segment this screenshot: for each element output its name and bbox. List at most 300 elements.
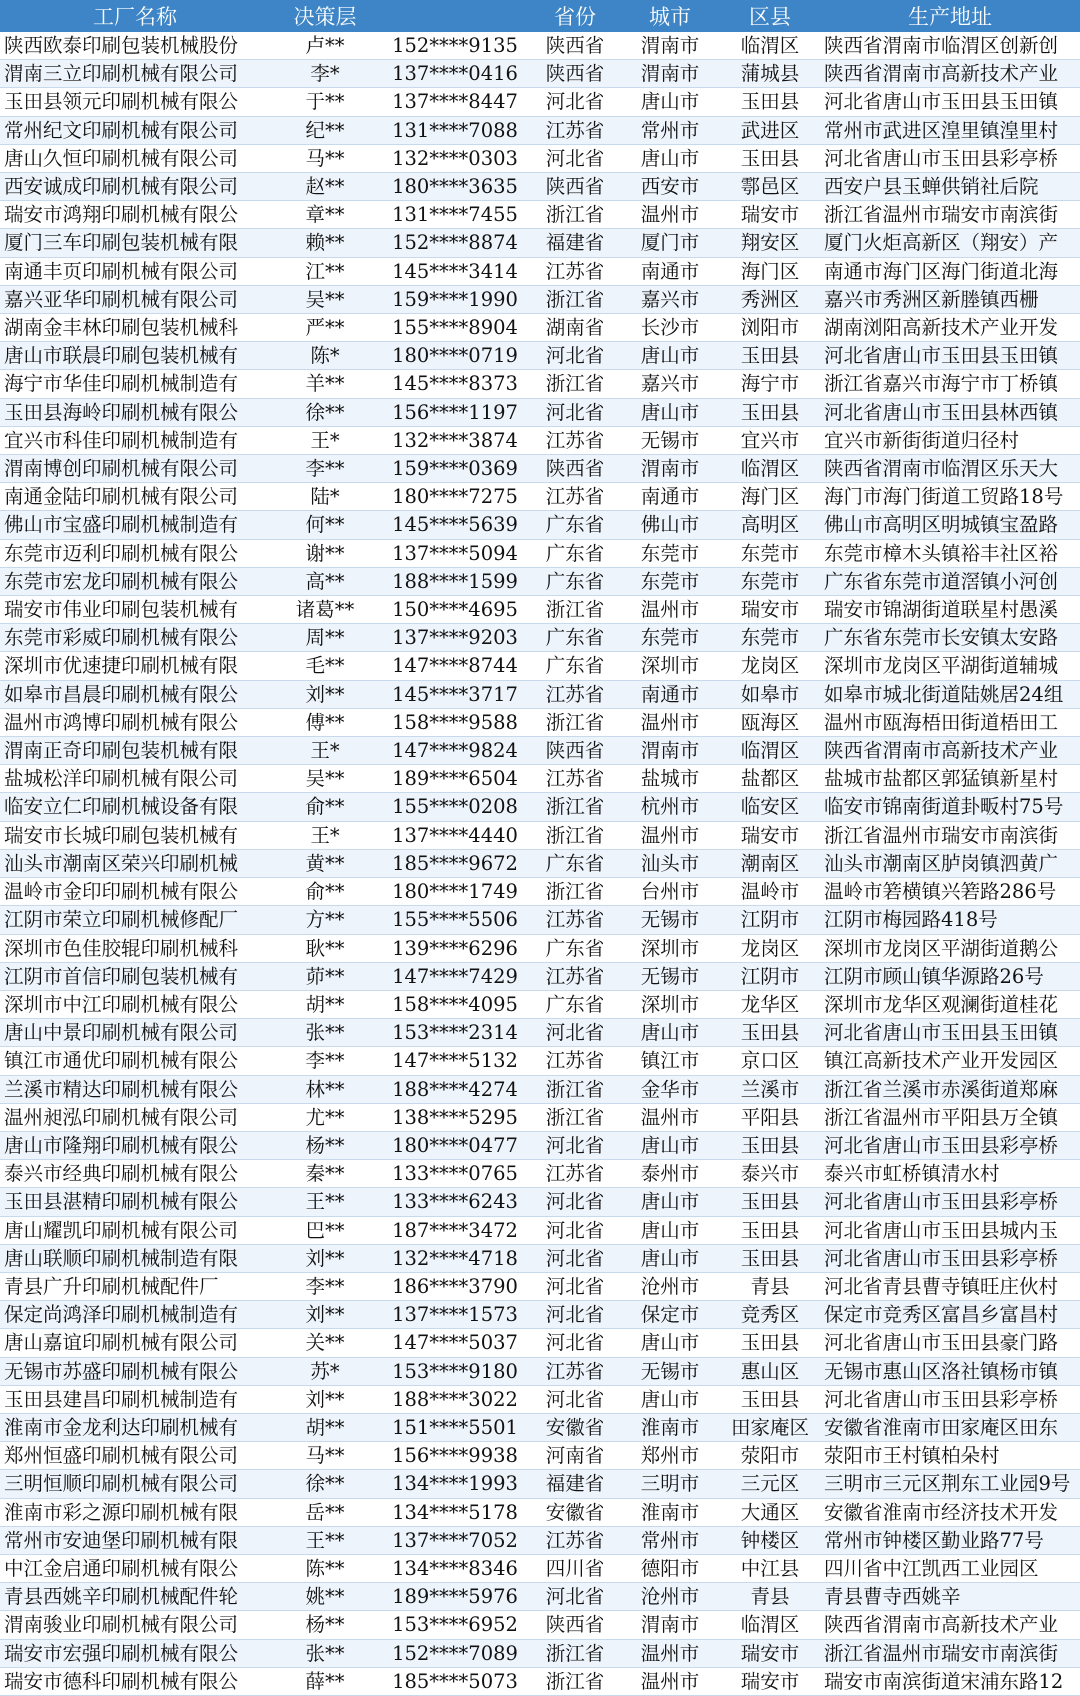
address-cell: 温岭市箬横镇兴箬路286号 — [820, 878, 1080, 906]
factory-name-cell: 渭南博创印刷机械有限公司 — [0, 455, 270, 483]
factory-name-cell: 南通金陆印刷机械有限公司 — [0, 483, 270, 511]
address-cell: 汕头市潮南区胪岗镇泗黄广 — [820, 849, 1080, 877]
province-cell: 浙江省 — [530, 1103, 620, 1131]
decision-maker-cell: 耿** — [270, 934, 380, 962]
table-row — [0, 596, 1080, 624]
province-cell: 河北省 — [530, 1329, 620, 1357]
decision-maker-cell: 陈** — [270, 1554, 380, 1582]
decision-maker-cell: 尤** — [270, 1103, 380, 1131]
address-cell: 常州市钟楼区勤业路77号 — [820, 1526, 1080, 1554]
province-cell: 江苏省 — [530, 426, 620, 454]
phone-cell: 153****6952 — [380, 1611, 530, 1639]
district-cell: 玉田县 — [720, 1244, 820, 1272]
factory-name-cell: 玉田县建昌印刷机械制造有 — [0, 1385, 270, 1413]
city-cell: 汕头市 — [620, 849, 720, 877]
city-cell: 深圳市 — [620, 934, 720, 962]
decision-maker-cell: 谢** — [270, 539, 380, 567]
phone-cell: 137****0416 — [380, 60, 530, 88]
factory-name-cell: 江阴市首信印刷包装机械有 — [0, 962, 270, 990]
col-header-factory-name: 工厂名称 — [0, 0, 270, 32]
factory-name-cell: 深圳市优速捷印刷机械有限 — [0, 652, 270, 680]
city-cell: 渭南市 — [620, 455, 720, 483]
district-cell: 钟楼区 — [720, 1526, 820, 1554]
city-cell: 德阳市 — [620, 1554, 720, 1582]
table-row — [0, 1329, 1080, 1357]
factory-name-cell: 汕头市潮南区荣兴印刷机械 — [0, 849, 270, 877]
decision-maker-cell: 岳** — [270, 1498, 380, 1526]
table-row — [0, 906, 1080, 934]
province-cell: 河北省 — [530, 342, 620, 370]
address-cell: 盐城市盐都区郭猛镇新星村 — [820, 765, 1080, 793]
district-cell: 玉田县 — [720, 1188, 820, 1216]
factory-name-cell: 海宁市华佳印刷机械制造有 — [0, 370, 270, 398]
factory-name-cell: 江阴市荣立印刷机械修配厂 — [0, 906, 270, 934]
province-cell: 河南省 — [530, 1442, 620, 1470]
table-row — [0, 680, 1080, 708]
city-cell: 金华市 — [620, 1075, 720, 1103]
factory-name-cell: 淮南市彩之源印刷机械有限 — [0, 1498, 270, 1526]
city-cell: 无锡市 — [620, 906, 720, 934]
province-cell: 江苏省 — [530, 1526, 620, 1554]
factory-name-cell: 佛山市宝盛印刷机械制造有 — [0, 511, 270, 539]
factory-name-cell: 深圳市中江印刷机械有限公 — [0, 990, 270, 1018]
city-cell: 渭南市 — [620, 32, 720, 60]
district-cell: 高明区 — [720, 511, 820, 539]
city-cell: 杭州市 — [620, 793, 720, 821]
table-row — [0, 483, 1080, 511]
province-cell: 江苏省 — [530, 765, 620, 793]
col-header-province: 省份 — [530, 0, 620, 32]
address-cell: 海门市海门街道工贸路18号 — [820, 483, 1080, 511]
district-cell: 东莞市 — [720, 567, 820, 595]
province-cell: 浙江省 — [530, 878, 620, 906]
address-cell: 无锡市惠山区洛社镇杨市镇 — [820, 1357, 1080, 1385]
district-cell: 竞秀区 — [720, 1301, 820, 1329]
table-row — [0, 849, 1080, 877]
address-cell: 浙江省温州市瑞安市南滨街 — [820, 201, 1080, 229]
phone-cell: 145****3414 — [380, 257, 530, 285]
city-cell: 唐山市 — [620, 1244, 720, 1272]
table-row — [0, 511, 1080, 539]
province-cell: 河北省 — [530, 1188, 620, 1216]
address-cell: 陕西省渭南市临渭区乐天大 — [820, 455, 1080, 483]
province-cell: 广东省 — [530, 990, 620, 1018]
phone-cell: 134****8346 — [380, 1554, 530, 1582]
phone-cell: 155****0208 — [380, 793, 530, 821]
factory-name-cell: 镇江市通优印刷机械有限公 — [0, 1047, 270, 1075]
table-row — [0, 1216, 1080, 1244]
district-cell: 兰溪市 — [720, 1075, 820, 1103]
address-cell: 荥阳市王村镇柏朵村 — [820, 1442, 1080, 1470]
district-cell: 如皋市 — [720, 680, 820, 708]
decision-maker-cell: 高** — [270, 567, 380, 595]
phone-cell: 185****5073 — [380, 1667, 530, 1695]
phone-cell: 147****8744 — [380, 652, 530, 680]
district-cell: 盐都区 — [720, 765, 820, 793]
phone-cell: 147****5037 — [380, 1329, 530, 1357]
province-cell: 陕西省 — [530, 173, 620, 201]
phone-cell: 147****9824 — [380, 737, 530, 765]
table-row — [0, 88, 1080, 116]
city-cell: 渭南市 — [620, 1611, 720, 1639]
city-cell: 沧州市 — [620, 1272, 720, 1300]
province-cell: 浙江省 — [530, 708, 620, 736]
province-cell: 江苏省 — [530, 1047, 620, 1075]
factory-name-cell: 瑞安市长城印刷包装机械有 — [0, 821, 270, 849]
district-cell: 秀洲区 — [720, 285, 820, 313]
city-cell: 唐山市 — [620, 398, 720, 426]
address-cell: 深圳市龙华区观澜街道桂花 — [820, 990, 1080, 1018]
decision-maker-cell: 吴** — [270, 285, 380, 313]
decision-maker-cell: 陈* — [270, 342, 380, 370]
factory-name-cell: 唐山市联晨印刷包装机械有 — [0, 342, 270, 370]
decision-maker-cell: 俞** — [270, 878, 380, 906]
city-cell: 唐山市 — [620, 1329, 720, 1357]
district-cell: 玉田县 — [720, 1385, 820, 1413]
table-row — [0, 1301, 1080, 1329]
decision-maker-cell: 江** — [270, 257, 380, 285]
decision-maker-cell: 胡** — [270, 990, 380, 1018]
address-cell: 河北省唐山市玉田县林西镇 — [820, 398, 1080, 426]
city-cell: 常州市 — [620, 1526, 720, 1554]
district-cell: 鄠邑区 — [720, 173, 820, 201]
address-cell: 安徽省淮南市田家庵区田东 — [820, 1413, 1080, 1441]
decision-maker-cell: 王** — [270, 1188, 380, 1216]
province-cell: 湖南省 — [530, 314, 620, 342]
city-cell: 长沙市 — [620, 314, 720, 342]
phone-cell: 158****4095 — [380, 990, 530, 1018]
table-row — [0, 567, 1080, 595]
table-header — [0, 0, 1080, 32]
address-cell: 江阴市顾山镇华源路26号 — [820, 962, 1080, 990]
table-row — [0, 1047, 1080, 1075]
phone-cell: 137****5094 — [380, 539, 530, 567]
district-cell: 玉田县 — [720, 1329, 820, 1357]
phone-cell: 132****4718 — [380, 1244, 530, 1272]
address-cell: 陕西省渭南市高新技术产业 — [820, 737, 1080, 765]
table-row — [0, 737, 1080, 765]
phone-cell: 180****0477 — [380, 1131, 530, 1159]
city-cell: 台州市 — [620, 878, 720, 906]
address-cell: 河北省青县曹寺镇旺庄伙村 — [820, 1272, 1080, 1300]
district-cell: 瑞安市 — [720, 1667, 820, 1695]
district-cell: 玉田县 — [720, 398, 820, 426]
factory-name-cell: 嘉兴亚华印刷机械有限公司 — [0, 285, 270, 313]
decision-maker-cell: 林** — [270, 1075, 380, 1103]
phone-cell: 133****6243 — [380, 1188, 530, 1216]
decision-maker-cell: 张** — [270, 1639, 380, 1667]
decision-maker-cell: 巴** — [270, 1216, 380, 1244]
district-cell: 海门区 — [720, 257, 820, 285]
table-row — [0, 201, 1080, 229]
address-cell: 青县曹寺西姚辛 — [820, 1583, 1080, 1611]
phone-cell: 145****5639 — [380, 511, 530, 539]
city-cell: 温州市 — [620, 708, 720, 736]
city-cell: 温州市 — [620, 596, 720, 624]
phone-cell: 159****1990 — [380, 285, 530, 313]
factory-name-cell: 瑞安市宏强印刷机械有限公 — [0, 1639, 270, 1667]
decision-maker-cell: 李** — [270, 1272, 380, 1300]
city-cell: 渭南市 — [620, 60, 720, 88]
phone-cell: 138****5295 — [380, 1103, 530, 1131]
table-row — [0, 1103, 1080, 1131]
province-cell: 广东省 — [530, 652, 620, 680]
phone-cell: 187****3472 — [380, 1216, 530, 1244]
phone-cell: 186****3790 — [380, 1272, 530, 1300]
decision-maker-cell: 严** — [270, 314, 380, 342]
address-cell: 西安户县玉蝉供销社后院 — [820, 173, 1080, 201]
province-cell: 安徽省 — [530, 1413, 620, 1441]
province-cell: 河北省 — [530, 1301, 620, 1329]
city-cell: 保定市 — [620, 1301, 720, 1329]
province-cell: 广东省 — [530, 539, 620, 567]
phone-cell: 145****3717 — [380, 680, 530, 708]
district-cell: 江阴市 — [720, 962, 820, 990]
factory-name-cell: 瑞安市德科印刷机械有限公 — [0, 1667, 270, 1695]
address-cell: 瑞安市南滨街道宋浦东路12 — [820, 1667, 1080, 1695]
table-row — [0, 1526, 1080, 1554]
city-cell: 无锡市 — [620, 426, 720, 454]
phone-cell: 133****0765 — [380, 1160, 530, 1188]
district-cell: 中江县 — [720, 1554, 820, 1582]
district-cell: 龙岗区 — [720, 652, 820, 680]
phone-cell: 131****7088 — [380, 116, 530, 144]
table-row — [0, 934, 1080, 962]
province-cell: 浙江省 — [530, 596, 620, 624]
address-cell: 临安市锦南街道卦畈村75号 — [820, 793, 1080, 821]
district-cell: 泰兴市 — [720, 1160, 820, 1188]
factory-name-cell: 瑞安市鸿翔印刷机械有限公 — [0, 201, 270, 229]
decision-maker-cell: 诸葛** — [270, 596, 380, 624]
table-row — [0, 793, 1080, 821]
address-cell: 浙江省嘉兴市海宁市丁桥镇 — [820, 370, 1080, 398]
city-cell: 唐山市 — [620, 1188, 720, 1216]
province-cell: 安徽省 — [530, 1498, 620, 1526]
address-cell: 安徽省淮南市经济技术开发 — [820, 1498, 1080, 1526]
table-row — [0, 821, 1080, 849]
address-cell: 浙江省温州市平阳县万全镇 — [820, 1103, 1080, 1131]
district-cell: 宜兴市 — [720, 426, 820, 454]
table-row — [0, 1188, 1080, 1216]
address-cell: 广东省东莞市长安镇太安路 — [820, 624, 1080, 652]
factory-name-cell: 无锡市苏盛印刷机械有限公 — [0, 1357, 270, 1385]
address-cell: 深圳市龙岗区平湖街道辅城 — [820, 652, 1080, 680]
phone-cell: 189****5976 — [380, 1583, 530, 1611]
district-cell: 东莞市 — [720, 624, 820, 652]
district-cell: 临安区 — [720, 793, 820, 821]
district-cell: 海门区 — [720, 483, 820, 511]
decision-maker-cell: 纪** — [270, 116, 380, 144]
address-cell: 佛山市高明区明城镇宝盈路 — [820, 511, 1080, 539]
address-cell: 嘉兴市秀洲区新塍镇西栅 — [820, 285, 1080, 313]
district-cell: 临渭区 — [720, 455, 820, 483]
table-row — [0, 1075, 1080, 1103]
address-cell: 瑞安市锦湖街道联星村愚溪 — [820, 596, 1080, 624]
decision-maker-cell: 毛** — [270, 652, 380, 680]
phone-cell: 137****8447 — [380, 88, 530, 116]
district-cell: 京口区 — [720, 1047, 820, 1075]
phone-cell: 158****9588 — [380, 708, 530, 736]
decision-maker-cell: 羊** — [270, 370, 380, 398]
province-cell: 浙江省 — [530, 201, 620, 229]
table-row — [0, 455, 1080, 483]
city-cell: 淮南市 — [620, 1413, 720, 1441]
province-cell: 江苏省 — [530, 483, 620, 511]
province-cell: 广东省 — [530, 567, 620, 595]
decision-maker-cell: 赖** — [270, 229, 380, 257]
decision-maker-cell: 王** — [270, 1526, 380, 1554]
table-row — [0, 370, 1080, 398]
factory-name-cell: 青县西姚辛印刷机械配件轮 — [0, 1583, 270, 1611]
phone-cell: 156****9938 — [380, 1442, 530, 1470]
factory-name-cell: 唐山嘉谊印刷机械有限公司 — [0, 1329, 270, 1357]
decision-maker-cell: 茆** — [270, 962, 380, 990]
decision-maker-cell: 于** — [270, 88, 380, 116]
district-cell: 玉田县 — [720, 144, 820, 172]
address-cell: 如皋市城北街道陆姚居24组 — [820, 680, 1080, 708]
table-row — [0, 1470, 1080, 1498]
province-cell: 广东省 — [530, 934, 620, 962]
district-cell: 荥阳市 — [720, 1442, 820, 1470]
province-cell: 河北省 — [530, 398, 620, 426]
phone-cell: 153****2314 — [380, 1019, 530, 1047]
table-row — [0, 1244, 1080, 1272]
address-cell: 河北省唐山市玉田县玉田镇 — [820, 1019, 1080, 1047]
table-row — [0, 285, 1080, 313]
decision-maker-cell: 王* — [270, 737, 380, 765]
decision-maker-cell: 马** — [270, 144, 380, 172]
phone-cell: 159****0369 — [380, 455, 530, 483]
factory-name-cell: 湖南金丰林印刷包装机械科 — [0, 314, 270, 342]
factory-name-cell: 东莞市彩威印刷机械有限公 — [0, 624, 270, 652]
province-cell: 河北省 — [530, 1583, 620, 1611]
district-cell: 龙华区 — [720, 990, 820, 1018]
district-cell: 瑞安市 — [720, 821, 820, 849]
province-cell: 江苏省 — [530, 906, 620, 934]
factory-name-cell: 渭南三立印刷机械有限公司 — [0, 60, 270, 88]
address-cell: 三明市三元区荆东工业园9号 — [820, 1470, 1080, 1498]
factory-name-cell: 西安诚成印刷机械有限公司 — [0, 173, 270, 201]
table-row — [0, 708, 1080, 736]
phone-cell: 185****9672 — [380, 849, 530, 877]
city-cell: 淮南市 — [620, 1498, 720, 1526]
district-cell: 蒲城县 — [720, 60, 820, 88]
district-cell: 玉田县 — [720, 342, 820, 370]
address-cell: 河北省唐山市玉田县玉田镇 — [820, 88, 1080, 116]
decision-maker-cell: 章** — [270, 201, 380, 229]
province-cell: 江苏省 — [530, 1160, 620, 1188]
province-cell: 河北省 — [530, 1019, 620, 1047]
phone-cell: 151****5501 — [380, 1413, 530, 1441]
table-row — [0, 1357, 1080, 1385]
decision-maker-cell: 张** — [270, 1019, 380, 1047]
city-cell: 嘉兴市 — [620, 370, 720, 398]
decision-maker-cell: 苏* — [270, 1357, 380, 1385]
province-cell: 浙江省 — [530, 793, 620, 821]
table-row — [0, 314, 1080, 342]
table-row — [0, 1639, 1080, 1667]
district-cell: 玉田县 — [720, 88, 820, 116]
district-cell: 临渭区 — [720, 737, 820, 765]
col-header-district: 区县 — [720, 0, 820, 32]
phone-cell: 131****7455 — [380, 201, 530, 229]
district-cell: 东莞市 — [720, 539, 820, 567]
district-cell: 瑞安市 — [720, 201, 820, 229]
phone-cell: 153****9180 — [380, 1357, 530, 1385]
factory-name-cell: 温州昶泓印刷机械有限公司 — [0, 1103, 270, 1131]
city-cell: 西安市 — [620, 173, 720, 201]
phone-cell: 147****5132 — [380, 1047, 530, 1075]
phone-cell: 145****8373 — [380, 370, 530, 398]
province-cell: 陕西省 — [530, 1611, 620, 1639]
factory-name-cell: 玉田县领元印刷机械有限公 — [0, 88, 270, 116]
city-cell: 佛山市 — [620, 511, 720, 539]
table-row — [0, 1272, 1080, 1300]
address-cell: 镇江高新技术产业开发园区 — [820, 1047, 1080, 1075]
city-cell: 常州市 — [620, 116, 720, 144]
table-row — [0, 539, 1080, 567]
province-cell: 江苏省 — [530, 680, 620, 708]
phone-cell: 137****7052 — [380, 1526, 530, 1554]
factory-name-cell: 渭南骏业印刷机械有限公司 — [0, 1611, 270, 1639]
city-cell: 温州市 — [620, 1639, 720, 1667]
factory-name-cell: 泰兴市经典印刷机械有限公 — [0, 1160, 270, 1188]
district-cell: 玉田县 — [720, 1131, 820, 1159]
province-cell: 江苏省 — [530, 1357, 620, 1385]
table-row — [0, 342, 1080, 370]
district-cell: 温岭市 — [720, 878, 820, 906]
address-cell: 河北省唐山市玉田县彩亭桥 — [820, 1188, 1080, 1216]
address-cell: 陕西省渭南市临渭区创新创 — [820, 32, 1080, 60]
decision-maker-cell: 刘** — [270, 1301, 380, 1329]
province-cell: 陕西省 — [530, 60, 620, 88]
decision-maker-cell: 姚** — [270, 1583, 380, 1611]
province-cell: 河北省 — [530, 1272, 620, 1300]
decision-maker-cell: 薛** — [270, 1667, 380, 1695]
address-cell: 温州市瓯海梧田街道梧田工 — [820, 708, 1080, 736]
address-cell: 河北省唐山市玉田县豪门路 — [820, 1329, 1080, 1357]
phone-cell: 132****3874 — [380, 426, 530, 454]
phone-cell: 134****1993 — [380, 1470, 530, 1498]
table-row — [0, 144, 1080, 172]
factory-name-cell: 如皋市昌晨印刷机械有限公 — [0, 680, 270, 708]
district-cell: 翔安区 — [720, 229, 820, 257]
decision-maker-cell: 刘** — [270, 1244, 380, 1272]
city-cell: 温州市 — [620, 821, 720, 849]
table-row — [0, 398, 1080, 426]
decision-maker-cell: 李** — [270, 1047, 380, 1075]
decision-maker-cell: 杨** — [270, 1131, 380, 1159]
phone-cell: 132****0303 — [380, 144, 530, 172]
decision-maker-cell: 陆* — [270, 483, 380, 511]
district-cell: 武进区 — [720, 116, 820, 144]
factory-name-cell: 唐山市隆翔印刷机械有限公 — [0, 1131, 270, 1159]
province-cell: 河北省 — [530, 88, 620, 116]
table-row — [0, 878, 1080, 906]
address-cell: 河北省唐山市玉田县彩亭桥 — [820, 1244, 1080, 1272]
province-cell: 江苏省 — [530, 116, 620, 144]
factory-name-cell: 温州市鸿博印刷机械有限公 — [0, 708, 270, 736]
col-header-city: 城市 — [620, 0, 720, 32]
district-cell: 龙岗区 — [720, 934, 820, 962]
decision-maker-cell: 何** — [270, 511, 380, 539]
phone-cell: 156****1197 — [380, 398, 530, 426]
table-body — [0, 32, 1080, 1695]
province-cell: 浙江省 — [530, 1639, 620, 1667]
city-cell: 盐城市 — [620, 765, 720, 793]
city-cell: 唐山市 — [620, 1131, 720, 1159]
address-cell: 河北省唐山市玉田县彩亭桥 — [820, 1131, 1080, 1159]
